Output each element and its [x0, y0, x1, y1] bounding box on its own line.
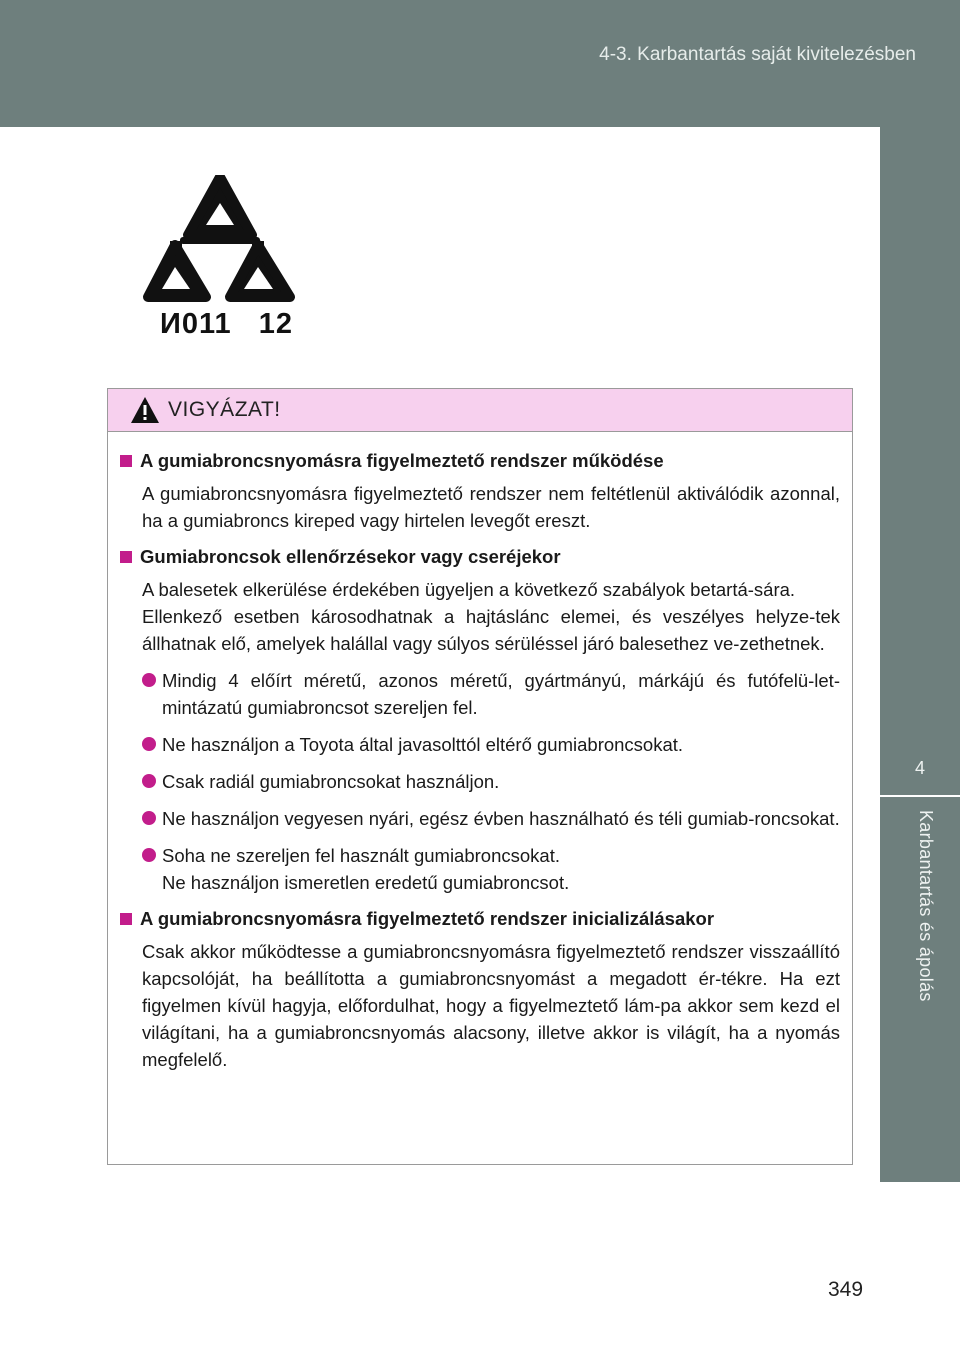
list-item: Csak radiál gumiabroncsokat használjon.: [142, 768, 840, 795]
page-number: 349: [828, 1278, 864, 1301]
list-item: Ne használjon vegyesen nyári, egész évben használható és téli gumiab-roncsokat.: [142, 805, 840, 832]
caution-title: VIGYÁZAT!: [168, 398, 281, 421]
list-item: Ne használjon a Toyota által javasolttól eltérő gumiabroncsokat.: [142, 731, 840, 758]
list-item: [142, 842, 840, 896]
paragraph: A gumiabroncsnyomásra figyelmeztető rendszer nem feltétlenül aktiválódik azonnal, ha a gumiabroncs kireped vagy hirtelen levegőt ereszt.: [142, 483, 840, 531]
page-header: [0, 0, 960, 127]
paragraph: A balesetek elkerülése érdekében ügyeljen a következő szabályok betartá-sára.: [142, 579, 796, 600]
bullet-dot-icon: [142, 811, 156, 825]
section-heading: Gumiabroncsok ellenőrzésekor vagy cseréjekor: [120, 544, 840, 570]
paragraph: Csak akkor működtesse a gumiabroncsnyomásra figyelmeztető rendszer visszaállító kapcsolóját, ha beállította a gumiabroncsnyomást a megadott ér-tékre. Ha ezt figyelmen kívül hagyja, előfordulhat, hogy a figyelmeztető lám-pa akkor sem kezd el világítani, ha a gumiabroncsnyomás alacsony, illetve akkor is világít, ha a nyomás megfelelő.: [142, 941, 840, 1070]
caution-box: [107, 388, 853, 1165]
bullet-dot-icon: [142, 737, 156, 751]
side-chapter-number: 4: [914, 758, 925, 778]
emblem-code: И011 12: [160, 308, 294, 340]
bullet-dot-icon: [142, 774, 156, 788]
side-divider: [880, 795, 960, 797]
bullet-dot-icon: [142, 673, 156, 687]
list-item-line: Ne használjon ismeretlen eredetű gumiabroncsot.: [162, 872, 570, 893]
caution-body: [108, 432, 852, 1073]
bullet-dot-icon: [142, 848, 156, 862]
square-bullet-icon: [120, 913, 132, 925]
caution-header: [108, 389, 852, 432]
square-bullet-icon: [120, 551, 132, 563]
list-item: Mindig 4 előírt méretű, azonos méretű, gyártmányú, márkájú és futófelü-let-mintázatú gumiabroncsot szereljen fel.: [142, 667, 840, 721]
list-item-line: Soha ne szereljen fel használt gumiabroncsokat.: [162, 845, 560, 866]
square-bullet-icon: [120, 455, 132, 467]
side-chapter-label: Karbantartás és ápolás: [916, 810, 936, 1002]
paragraph: Ellenkező esetben károsodhatnak a hajtáslánc elemei, és veszélyes helyze-tek állhatnak elő, amelyek halállal vagy súlyos sérüléssel járó balesethez ve-zethetnek.: [142, 606, 840, 654]
section-heading: A gumiabroncsnyomásra figyelmeztető rendszer inicializálásakor: [120, 906, 840, 932]
chapter-title: 4-3. Karbantartás saját kivitelezésben: [599, 44, 916, 65]
warning-triangle-icon: [130, 396, 160, 424]
section-heading: A gumiabroncsnyomásra figyelmeztető rendszer működése: [120, 448, 840, 474]
